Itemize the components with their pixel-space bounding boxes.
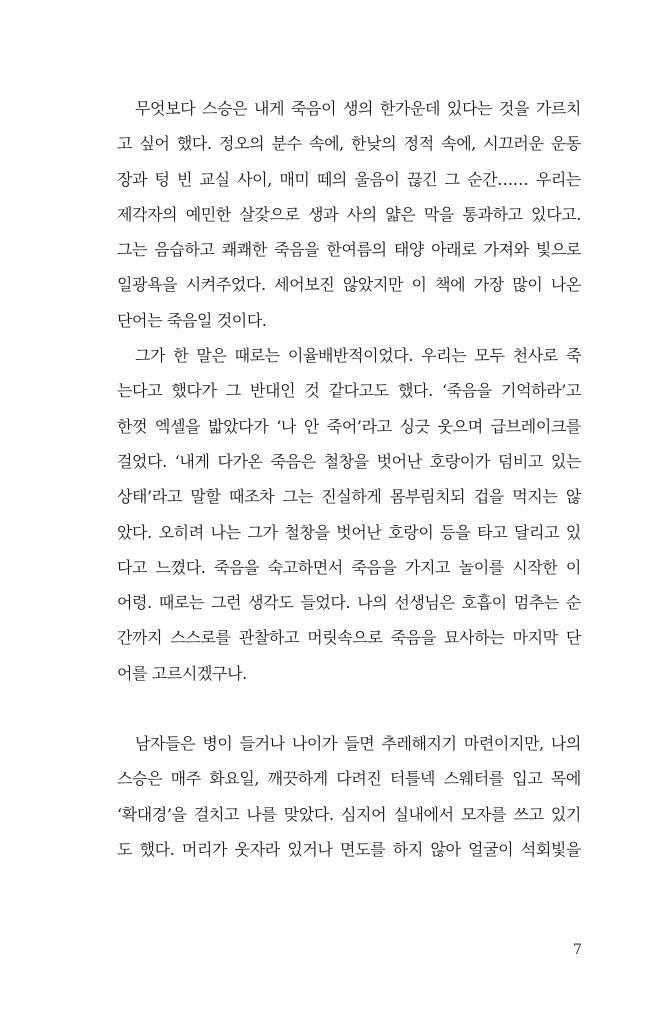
page-number: 7 [573,942,582,958]
text-line: 도 했다. 머리가 웃자라 있거나 면도를 하지 않아 얼굴이 석회빛을 [117,839,581,859]
text-line: 걸었다. ‘내게 다가온 죽음은 철창을 벗어난 호랑이가 덤비고 있는 [117,451,581,471]
text-line: 았다. 오히려 나는 그가 철창을 벗어난 호랑이 등을 타고 달리고 있 [117,522,581,542]
text-line: 어를 고르시겠구나. [117,663,247,683]
paragraph-3 [117,726,581,867]
text-line: 어령. 때로는 그런 생각도 들었다. 나의 선생님은 호흡이 멈추는 순 [117,593,581,613]
text-line: 간까지 스스로를 관찰하고 머릿속으로 죽음을 묘사하는 마지막 단 [117,628,581,648]
text-line: 그는 음습하고 쾌쾌한 죽음을 한여름의 태양 아래로 가져와 빛으로 [117,240,581,260]
text-line: 단어는 죽음일 것이다. [117,310,267,330]
text-line: 는다고 했다가 그 반대인 것 같다고도 했다. ‘죽음을 기억하라’고 [117,381,581,401]
text-line: 장과 텅 빈 교실 사이, 매미 떼의 울음이 끊긴 그 순간…… 우리는 [117,169,581,189]
paragraph-1 [117,91,581,338]
text-line: 한껏 엑셀을 밟았다가 ‘나 안 죽어’라고 싱긋 웃으며 급브레이크를 [117,416,581,436]
section-break [117,691,581,726]
text-line: ‘확대경’을 걸치고 나를 맞았다. 심지어 실내에서 모자를 쓰고 있기 [117,804,581,824]
text-line: 스승은 매주 화요일, 깨끗하게 다려진 터틀넥 스웨터를 입고 목에 [117,769,581,789]
text-line: 그가 한 말은 때로는 이율배반적이었다. 우리는 모두 천사로 죽 [135,346,581,366]
text-line: 상태’라고 말할 때조차 그는 진실하게 몸부림치되 겁을 먹지는 않 [117,487,581,507]
text-line: 남자들은 병이 들거나 나이가 들면 추레해지기 마련이지만, 나의 [135,734,581,754]
text-line: 다고 느꼈다. 죽음을 숙고하면서 죽음을 가지고 놀이를 시작한 이 [117,557,581,577]
text-line: 일광욕을 시켜주었다. 세어보진 않았지만 이 책에 가장 많이 나온 [117,275,581,295]
text-line: 무엇보다 스승은 내게 죽음이 생의 한가운데 있다는 것을 가르치 [135,99,581,118]
text-line: 제각자의 예민한 살갗으로 생과 사의 얇은 막을 통과하고 있다고. [117,204,581,224]
body-text [117,91,581,867]
paragraph-2 [117,338,581,691]
text-line: 고 싶어 했다. 정오의 분수 속에, 한낮의 정적 속에, 시끄러운 운동 [117,134,581,154]
